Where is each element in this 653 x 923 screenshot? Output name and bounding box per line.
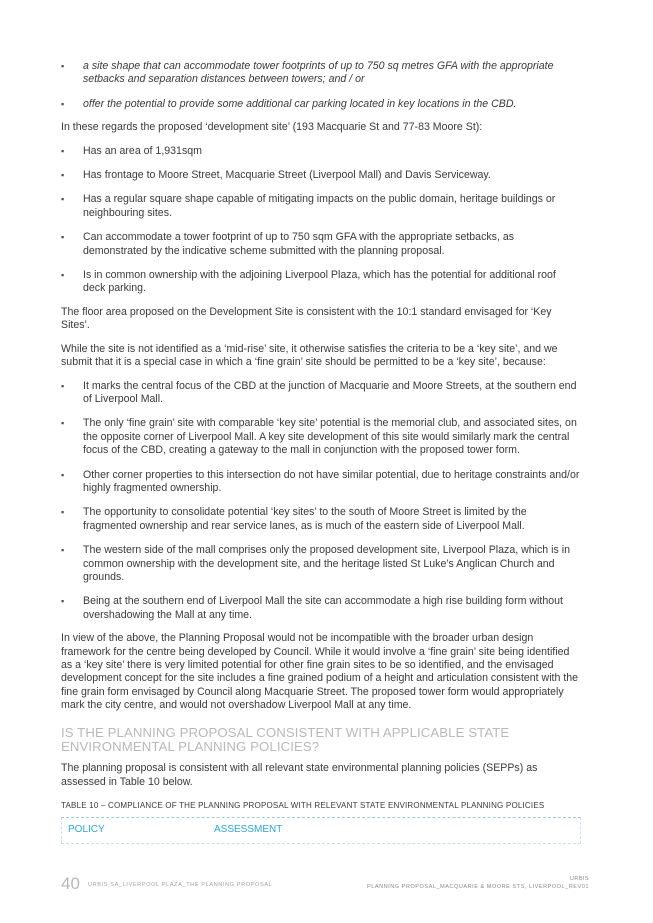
list-item: ▪ Has a regular square shape capable of mitigating impacts on the public domain, heritage buildings or neighbouring sites. [61, 193, 581, 220]
compliance-table-header [61, 817, 581, 844]
list-item: ▪ It marks the central focus of the CBD at the junction of Macquarie and Moore Streets, at the southern end of Liverpool Mall. [61, 380, 581, 407]
list-item: ▪ a site shape that can accommodate tower footprints of up to 750 sq metres GFA with the appropriate setbacks and separation distances between towers; and / or [61, 60, 581, 87]
list-item: ▪ Other corner properties to this intersection do not have similar potential, due to heritage constraints and/or highly fragmented ownership. [61, 469, 581, 496]
page-content [61, 60, 581, 844]
list-item: ▪ The opportunity to consolidate potential ‘key sites’ to the south of Moore Street is limited by the fragmented ownership and rear service lanes, as is much of the eastern side of Liverpool Mall. [61, 506, 581, 533]
page-number: 40 [61, 874, 80, 893]
list-item: ▪ Has an area of 1,931sqm [61, 145, 581, 158]
list-item: ▪ The only ‘fine grain’ site with comparable ‘key site’ potential is the memorial club, and associated sites, on the opposite corner of Liverpool Mall. A key site development of this site would similarly mark the central focus of the CBD, creating a gateway to the mall in conjunction with the proposed tower form. [61, 417, 581, 457]
regards-paragraph: In these regards the proposed ‘development site’ (193 Macquarie St and 77-83 Moore St): [61, 121, 483, 134]
while-paragraph: While the site is not identified as a ‘mid-rise’ site, it otherwise satisfies the criteria to be a ‘key site’, and we submit that it is a special case in which a ‘fine grain’ site should be permitted to be a ‘key site’, because: [61, 342, 558, 369]
view-paragraph: In view of the above, the Planning Proposal would not be incompatible with the broader urban design framework for the centre being developed by Council. While it would involve a ‘fine grain’ site being identified as a ‘key site’ there is very limited potential for other fine grain sites to be so identified, and the envisaged development concept for the site includes a fine grained podium of a height and articulation consistent with the fine grain form envisaged by Council along Macquarie Street. The proposed tower form would appropriately mark the city centre, and would not overshadow Liverpool Mall at any time. [61, 632, 579, 712]
because-bullet-list [61, 380, 581, 623]
list-item: ▪ Has frontage to Moore Street, Macquarie Street (Liverpool Mall) and Davis Serviceway. [61, 169, 581, 182]
page-footer [61, 874, 589, 894]
site-bullet-list [61, 145, 581, 296]
footer-brand-logo: URBIS [569, 876, 589, 882]
floor-area-paragraph: The floor area proposed on the Development Site is consistent with the 10:1 standard envisaged for ‘Key Sites’. [61, 305, 552, 332]
list-item: ▪ The western side of the mall comprises only the proposed development site, Liverpool Plaza, which is in common ownership with the development site, and the heritage listed St Luke’s Anglican Church and grounds. [61, 544, 581, 584]
table-caption: TABLE 10 – COMPLIANCE OF THE PLANNING PROPOSAL WITH RELEVANT STATE ENVIRONMENTAL PLANNING POLICIES [61, 801, 545, 811]
intro-bullet-list [61, 60, 581, 111]
list-item: ▪ Being at the southern end of Liverpool Mall the site can accommodate a high rise building form without overshadowing the Mall at any time. [61, 595, 581, 622]
table-header-policy: POLICY [68, 824, 105, 836]
list-item: ▪ Is in common ownership with the adjoining Liverpool Plaza, which has the potential for additional roof deck parking. [61, 269, 581, 296]
section-heading: IS THE PLANNING PROPOSAL CONSISTENT WITH APPLICABLE STATE ENVIRONMENTAL PLANNING POLICIES? [61, 724, 510, 755]
sepp-paragraph: The planning proposal is consistent with all relevant state environmental planning policies (SEPPs) as assessed in Table 10 below. [61, 762, 538, 788]
footer-project-title: PLANNING PROPOSAL_MACQUARIE & MOORE STS, LIVERPOOL_REV01 [367, 884, 589, 890]
footer-document-title: URBIS SA_LIVERPOOL PLAZA_THE PLANNING PROPOSAL [88, 882, 273, 888]
table-header-assessment: ASSESSMENT [214, 824, 283, 836]
list-item: ▪ offer the potential to provide some additional car parking located in key locations in the CBD. [61, 98, 581, 111]
list-item: ▪ Can accommodate a tower footprint of up to 750 sqm GFA with the appropriate setbacks, as demonstrated by the indicative scheme submitted with the planning proposal. [61, 231, 581, 258]
